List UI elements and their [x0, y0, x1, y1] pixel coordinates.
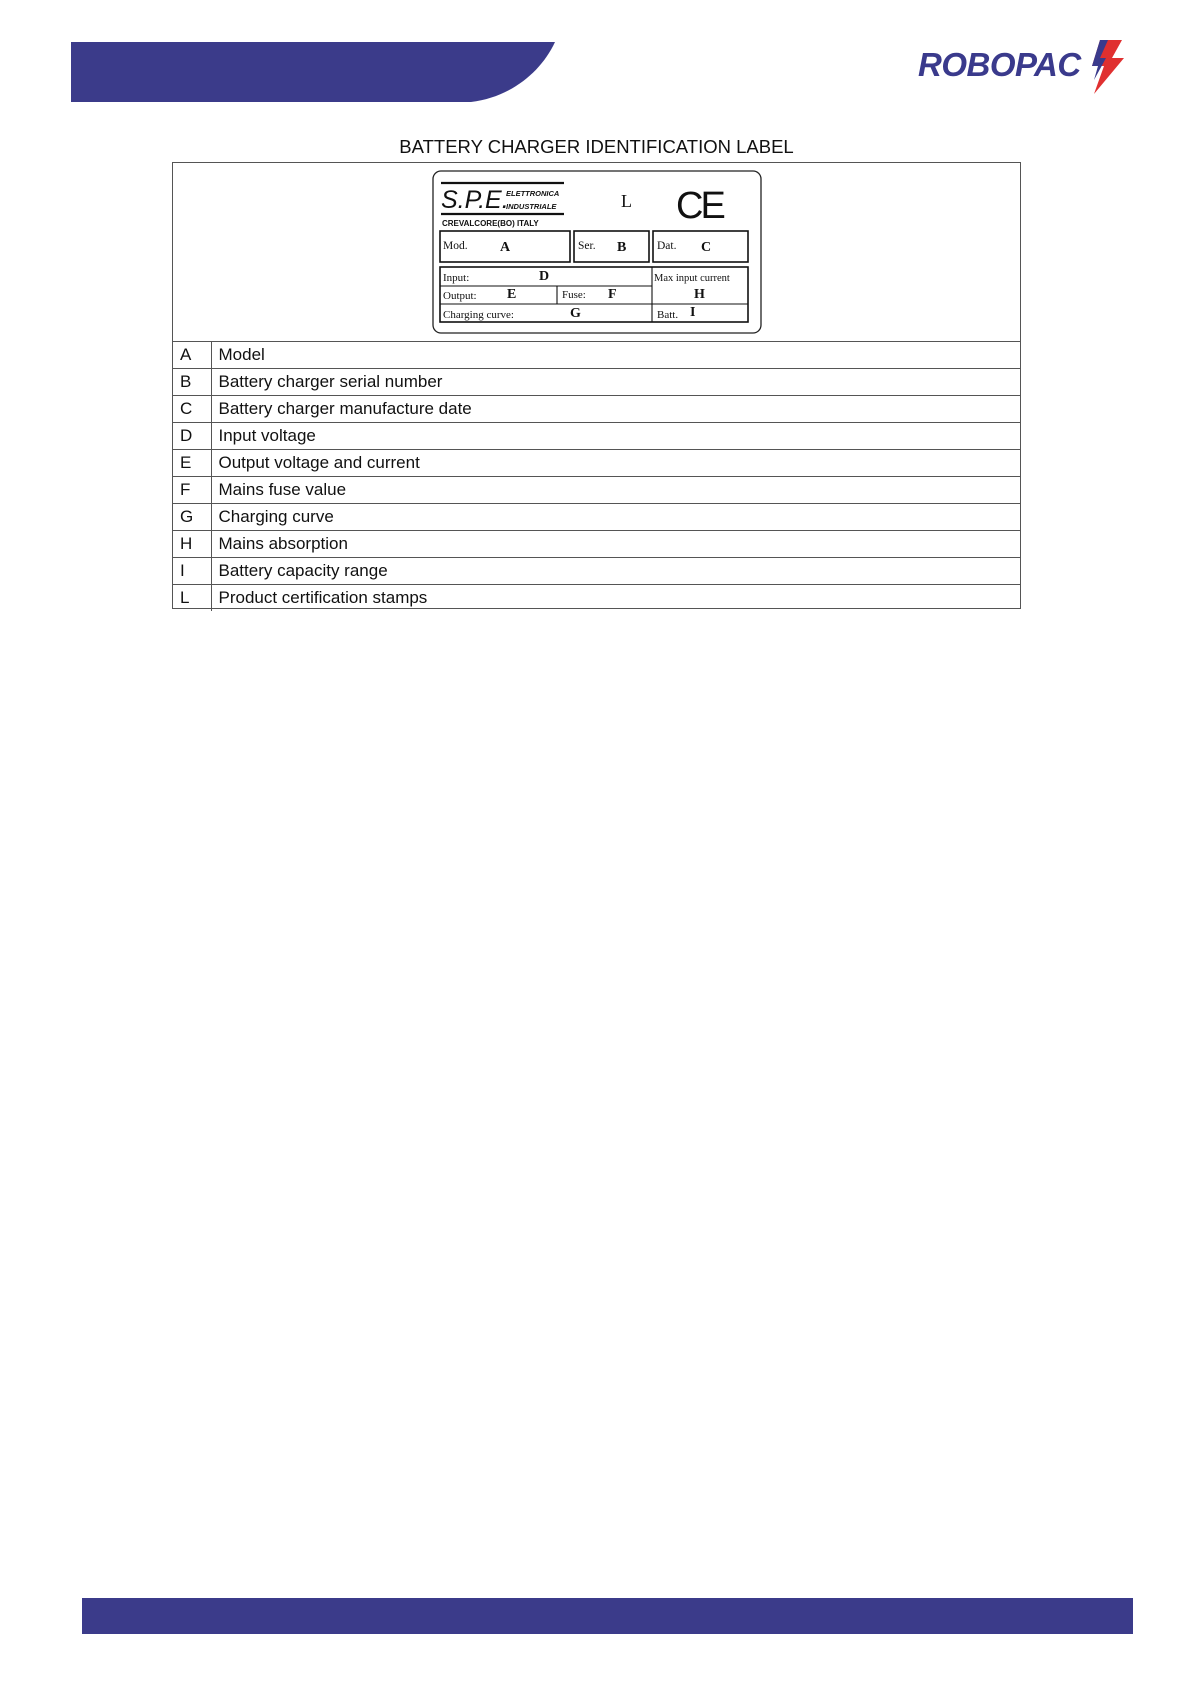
max-current-letter: H: [694, 287, 705, 302]
legend-description: Mains absorption: [211, 531, 1020, 558]
batt-label: Batt.: [657, 309, 679, 321]
legend-key: C: [173, 396, 211, 423]
table-row: [173, 477, 1020, 504]
legend-key: F: [173, 477, 211, 504]
charging-curve-label: Charging curve:: [443, 309, 514, 321]
maker-name: S.P.E.: [441, 186, 509, 214]
fuse-letter: F: [608, 287, 617, 302]
legend-description: Model: [211, 342, 1020, 369]
legend-description: Battery capacity range: [211, 558, 1020, 585]
dat-letter: C: [701, 240, 712, 255]
logo-wordmark: ROBOPAC: [918, 46, 1081, 83]
table-row: [173, 423, 1020, 450]
table-row: [173, 504, 1020, 531]
batt-letter: I: [690, 305, 696, 320]
legend-description: Product certification stamps: [218, 588, 428, 607]
ser-letter: B: [617, 240, 627, 255]
maker-address: CREVALCORE(BO) ITALY: [442, 219, 539, 228]
fuse-label: Fuse:: [562, 289, 586, 301]
legend-description: Input voltage: [211, 423, 1020, 450]
legend-key: L: [173, 585, 211, 612]
legend-key: G: [173, 504, 211, 531]
legend-description: Mains fuse value: [211, 477, 1020, 504]
ce-mark-icon: CE: [676, 185, 723, 227]
legend-key: D: [173, 423, 211, 450]
legend-description: Battery charger manufacture date: [211, 396, 1020, 423]
input-letter: D: [539, 269, 550, 284]
document-title: BATTERY CHARGER IDENTIFICATION LABEL: [399, 136, 794, 157]
certification-letter: L: [621, 191, 632, 211]
charging-curve-letter: G: [570, 306, 581, 321]
legend-table: [173, 342, 1020, 611]
header-band: [71, 42, 555, 102]
legend-description: Output voltage and current: [211, 450, 1020, 477]
label-image-cell: [173, 163, 1020, 342]
robopac-logo: [918, 40, 1118, 94]
maker-line-1: ELETTRONICA: [506, 189, 560, 198]
table-row: [173, 396, 1020, 423]
output-label: Output:: [443, 290, 477, 302]
lightning-bolt-icon: [1086, 40, 1126, 94]
table-row: [173, 531, 1020, 558]
legend-description: Charging curve: [211, 504, 1020, 531]
label-table: [172, 162, 1021, 609]
legend-key: B: [173, 369, 211, 396]
legend-key: H: [173, 531, 211, 558]
input-label: Input:: [443, 272, 470, 284]
dat-label: Dat.: [657, 240, 677, 252]
legend-key: I: [173, 558, 211, 585]
maker-line-2: INDUSTRIALE: [506, 202, 557, 211]
table-row: [173, 369, 1020, 396]
table-row: [173, 342, 1020, 369]
legend-key: E: [173, 450, 211, 477]
footer-band: [82, 1598, 1133, 1634]
table-row: [173, 450, 1020, 477]
legend-description: Battery charger serial number: [211, 369, 1020, 396]
table-row: [173, 558, 1020, 585]
mod-letter: A: [500, 240, 511, 255]
mod-label: Mod.: [443, 240, 468, 252]
ser-label: Ser.: [578, 240, 596, 252]
max-current-label: Max input current: [654, 273, 730, 284]
table-row: [173, 585, 1020, 612]
identification-plate: [432, 170, 762, 334]
output-letter: E: [507, 287, 517, 302]
legend-key: A: [173, 342, 211, 369]
